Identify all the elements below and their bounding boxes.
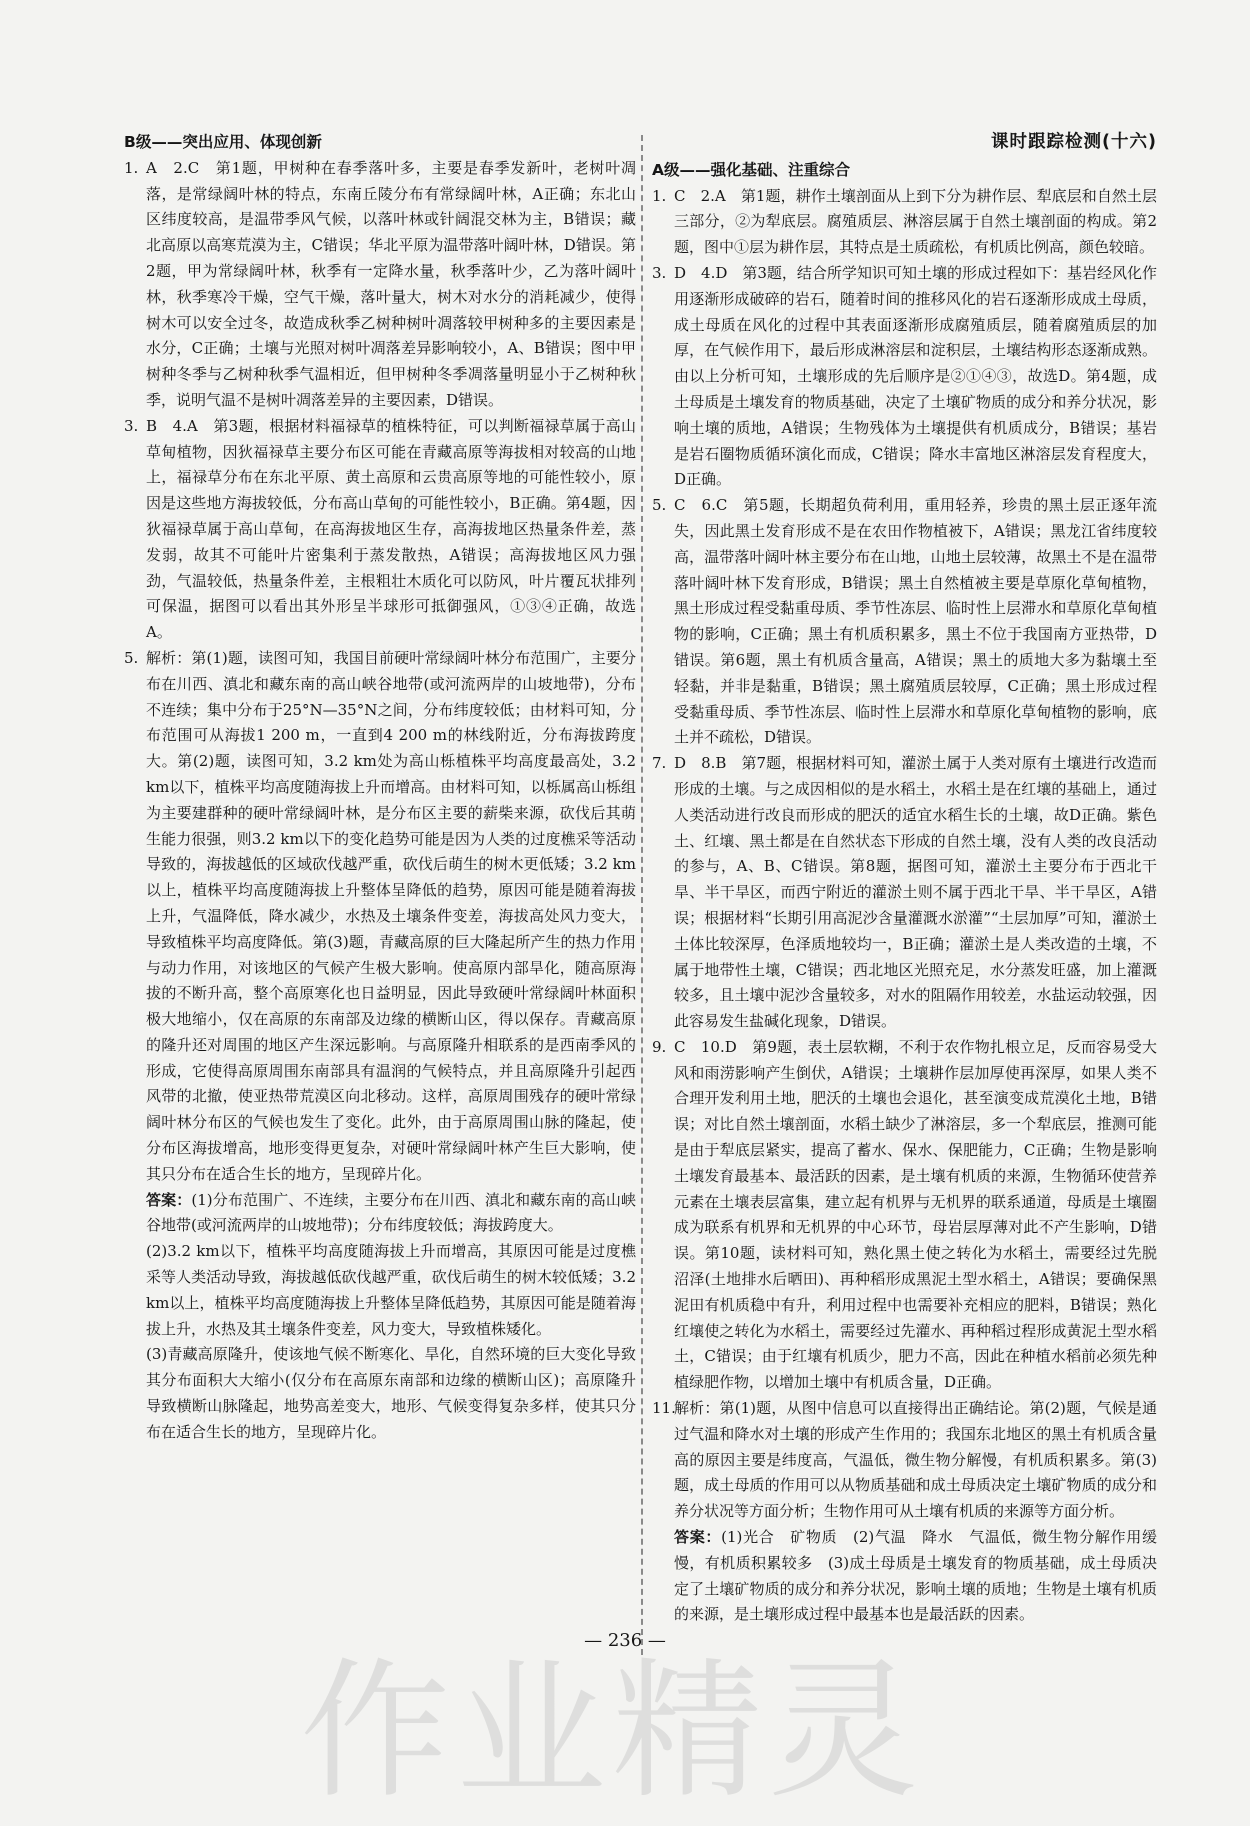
question-item (124, 646, 636, 1188)
question-item (124, 156, 636, 414)
question-item (652, 493, 1157, 751)
answer-block (124, 1188, 636, 1240)
answer-text: (2)3.2 km以下，植株平均高度随海拔上升而增高，其原因可能是过度樵采等人类活动导致，海拔越低砍伐越严重，砍伐后萌生的树木较低矮；3.2 km以上，植株平均高度随海拔上升整体呈降低趋势，其原因可能是随着海拔上升，水热及其土壤条件变差，风力变大，导致植株矮化。 (146, 1242, 636, 1338)
watermark: 作业精灵 (300, 1645, 925, 1819)
answer-label: 答案： (146, 1190, 192, 1209)
right-column (652, 130, 1157, 1628)
question-item (124, 414, 636, 646)
item-number: 9. (652, 1037, 667, 1056)
left-column (124, 130, 636, 1446)
item-number: 3. (652, 263, 667, 282)
item-text: D 4.D 第3题，结合所学知识可知土壤的形成过程如下：基岩经风化作用逐渐形成破碎的岩石，随着时间的推移风化的岩石逐渐形成成土母质，成土母质在风化的过程中其表面逐渐形成腐殖质层，随着腐殖质层的加厚，在气候作用下，最后形成淋溶层和淀积层，土壤结构形态逐渐成熟。由以上分析可知，土壤形成的先后顺序是②①④③，故选D。第4题，成土母质是土壤发育的物质基础，决定了土壤矿物质的成分和养分状况，影响土壤的质地，A错误；生物残体为土壤提供有机质成分，B错误；基岩是岩石圈物质循环演化而成，C错误；降水丰富地区淋溶层发育程度大，D正确。 (674, 263, 1157, 489)
answer-text: (1)光合 矿物质 (2)气温 降水 气温低，微生物分解作用缓慢，有机质积累较多 (3)成土母质是土壤发育的物质基础，成土母质决定了土壤矿物质的成分和养分状况，影响土壤的质地；生物是土壤有机质的来源，是土壤形成过程中最基本也是最活跃的因素。 (674, 1528, 1157, 1624)
item-number: 7. (652, 754, 667, 773)
item-text: D 8.B 第7题，根据材料可知，灌淤土属于人类对原有土壤进行改造而形成的土壤。与之成因相似的是水稻土，水稻土是在红壤的基础上，通过人类活动进行改良而形成的肥沃的适宜水稻生长的土壤，故D正确。紫色土、红壤、黑土都是在自然状态下形成的自然土壤，没有人类的改良活动的参与，A、B、C错误。第8题，据图可知，灌淤土主要分布于西北干旱、半干旱区，而西宁附近的灌淤土则不属于西北干旱、半干旱区，A错误；根据材料“长期引用高泥沙含量灌溉水淤灌”“土层加厚”可知，灌淤土土体比较深厚，色泽质地较均一，B正确；灌淤土是人类改造的土壤，不属于地带性土壤，C错误；西北地区光照充足，水分蒸发旺盛，加上灌溉较多，且土壤中泥沙含量较多，对水的阻隔作用较差，水盐运动较强，因此容易发生盐碱化现象，D错误。 (674, 754, 1157, 1031)
answer-text: (3)青藏高原隆升，使该地气候不断寒化、旱化，自然环境的巨大变化导致其分布面积大大缩小(仅分布在高原东南部和边缘的横断山区)；高原隆升导致横断山脉隆起，地势高差变大，地形、气候变得复杂多样，使其只分布在适合生长的地方，呈现碎片化。 (146, 1345, 636, 1441)
question-item (652, 184, 1157, 261)
item-text: C 2.A 第1题，耕作土壤剖面从上到下分为耕作层、犁底层和自然土层三部分，②为犁底层。腐殖质层、淋溶层属于自然土壤剖面的构成。第2题，图中①层为耕作层，其特点是土质疏松，有机质比例高，颜色较暗。 (674, 186, 1157, 257)
item-number: 5. (124, 648, 139, 667)
answer-label: 答案： (674, 1528, 722, 1547)
section-title-a: A级——强化基础、注重综合 (652, 160, 850, 179)
item-text: B 4.A 第3题，根据材料福禄草的植株特征，可以判断福禄草属于高山草甸植物，因狄福禄草主要分布区可能在青藏高原等海拔相对较高的山地上，福禄草分布在东北平原、黄土高原和云贵高原等地的可能性较小，原因是这些地方海拔较低，分布高山草甸的可能性较小，B正确。第4题，因狄福禄草属于高山草甸，在高海拔地区生存，高海拔地区热量条件差，蒸发弱，故其不可能叶片密集利于蒸发散热，A错误；高海拔地区风力强劲，气温较低，热量条件差，主根粗壮木质化可以防风，叶片覆瓦状排列可保温，据图可以看出其外形呈半球形可抵御强风，①③④正确，故选A。 (146, 416, 636, 642)
item-number: 3. (124, 416, 139, 435)
item-text: C 10.D 第9题，表土层软糊，不利于农作物扎根立足，反而容易受大风和雨涝影响产生倒伏，A错误；土壤耕作层加厚使再深厚，如果人类不合理开发利用土地，肥沃的土壤也会退化，甚至演变成荒漠化土地，B错误；对比自然土壤剖面，水稻土缺少了淋溶层，多一个犁底层，推测可能是由于犁底层紧实，提高了蓄水、保水、保肥能力，C正确；生物是影响土壤发育最基本、最活跃的因素，是土壤有机质的来源，生物循环使营养元素在土壤表层富集，建立起有机界与无机界的联系通道，母质是土壤圈成为联系有机界和无机界的中心环节，母岩层厚薄对此不产生影响，D错误。第10题，读材料可知，熟化黑土使之转化为水稻土，需要经过先脱沼泽(土地排水后晒田)、再种稻形成黑泥土型水稻土，A错误；要确保黑泥田有机质稳中有升，利用过程中也需要补充相应的肥料，B错误；熟化红壤使之转化为水稻土，需要经过先灌水、再种稻过程形成黄泥土型水稻土，C错误；由于红壤有机质少，肥力不高，因此在种植水稻前必须先种植绿肥作物，以增加土壤中有机质含量，D正确。 (674, 1037, 1157, 1392)
item-number: 1. (652, 186, 667, 205)
item-text: 解析：第(1)题，从图中信息可以直接得出正确结论。第(2)题，气候是通过气温和降水对土壤的形成产生作用的；我国东北地区的黑土有机质含量高的原因主要是纬度高，气温低，微生物分解慢，有机质积累多。第(3)题，成土母质的作用可以从物质基础和成土母质决定土壤矿物质的成分和养分状况等方面分析；生物作用可从土壤有机质的来源等方面分析。 (674, 1399, 1157, 1521)
question-item (652, 1396, 1157, 1525)
question-item (652, 261, 1157, 493)
item-text: C 6.C 第5题，长期超负荷利用，重用轻养，珍贵的黑土层正逐年流失，因此黑土发育形成不是在农田作物植被下，A错误；黑龙江省纬度较高，温带落叶阔叶林主要分布在山地，山地土层较薄，故黑土不是在温带落叶阔叶林下发育形成，B错误；黑土自然植被主要是草原化草甸植物，黑土形成过程受黏重母质、季节性冻层、临时性上层滞水和草原化草甸植物的影响，C正确；黑土有机质积累多，黑土不位于我国南方亚热带，D错误。第6题，黑土有机质含量高，A错误；黑土的质地大多为黏壤土至轻黏，并非是黏重，B错误；黑土腐殖质层较厚，C正确；黑土形成过程受黏重母质、季节性冻层、临时性上层滞水和草原化草甸植物的影响，底土并不疏松，D错误。 (674, 496, 1157, 747)
question-item (652, 1035, 1157, 1396)
item-text: A 2.C 第1题，甲树种在春季落叶多，主要是春季发新叶，老树叶凋落，是常绿阔叶林的特点，东南丘陵分布有常绿阔叶林，A正确；东北山区纬度较高，是温带季风气候，以落叶林或针阔混交林为主，B错误；藏北高原以高寒荒漠为主，C错误；华北平原为温带落叶阔叶林，D错误。第2题，甲为常绿阔叶林，秋季有一定降水量，秋季落叶少，乙为落叶阔叶林，秋季寒冷干燥，空气干燥，落叶量大，树木对水分的消耗减少，使得树木可以安全过冬，故造成秋季乙树种树叶凋落较甲树种多的主要因素是水分，C正确；土壤与光照对树叶凋落差异影响较小，A、B错误；图中甲树种冬季与乙树种秋季气温相近，但甲树种冬季凋落量明显小于乙树种秋季，说明气温不是树叶凋落差异的主要因素，D错误。 (146, 158, 636, 409)
item-text: 解析：第(1)题，读图可知，我国目前硬叶常绿阔叶林分布范围广，主要分布在川西、滇北和藏东南的高山峡谷地带(或河流两岸的山坡地带)，分布不连续；集中分布于25°N—35°N之间，分布纬度较低；由材料可知，分布范围可从海拔1 200 m，一直到4 200 m的林线附近，分布海拔跨度大。第(2)题，读图可知，3.2 km处为高山栎植株平均高度最高处，3.2 km以下，植株平均高度随海拔上升而增高。由材料可知，以栎属高山栎组为主要建群种的硬叶常绿阔叶林，是分布区主要的薪柴来源，砍伐后其萌生能力很强，则3.2 km以下的变化趋势可能是因为人类的过度樵采等活动导致的，海拔越低的区域砍伐越严重，砍伐后萌生的树木更低矮；3.2 km以上，植株平均高度随海拔上升整体呈降低的趋势，原因可能是随着海拔上升，气温降低，降水减少，水热及土壤条件变差，海拔高处风力变大，导致植株平均高度降低。第(3)题，青藏高原的巨大隆起所产生的热力作用与动力作用，对该地区的气候产生极大影响。使高原内部旱化，随高原海拔的不断升高，整个高原寒化也日益明显，因此导致硬叶常绿阔叶林面积极大地缩小，仅在高原的东南部及边缘的横断山区，得以保存。青藏高原的隆升还对周围的地区产生深远影响。与高原隆升相联系的是西南季风的形成，它使得高原周围东南部具有温润的气候特点，并且高原隆升引起西风带的北撤，使亚热带荒漠区向北移动。这样，高原周围残存的硬叶常绿阔叶林分布区的气候也发生了变化。此外，由于高原周围山脉的隆起，使分布区海拔增高，地形变得更复杂，对硬叶常绿阔叶林产生巨大影响，使其只分布在适合生长的地方，呈现碎片化。 (146, 648, 636, 1183)
page-title: 课时跟踪检测(十六) (991, 132, 1157, 152)
answer-text: (1)分布范围广、不连续，主要分布在川西、滇北和藏东南的高山峡谷地带(或河流两岸的山坡地带)；分布纬度较低；海拔跨度大。 (146, 1190, 636, 1235)
item-number: 11. (652, 1399, 676, 1418)
page-number: — 236 — (584, 1630, 666, 1651)
question-item (652, 751, 1157, 1035)
section-title-b: B级——突出应用、体现创新 (124, 133, 322, 151)
column-divider (641, 135, 643, 1655)
item-number: 5. (652, 496, 667, 515)
item-number: 1. (124, 158, 139, 177)
